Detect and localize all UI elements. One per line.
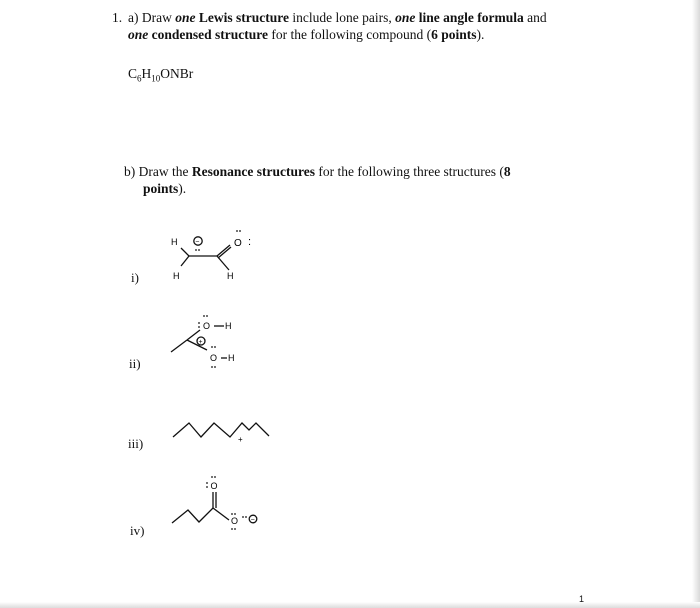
bond [217,256,229,270]
h-atom: H [171,237,178,247]
h-atom: H [173,271,180,281]
question-number: 1. [112,10,123,25]
bond [213,508,229,520]
structure-label-iii: iii) [128,436,144,451]
oxygen-atom: O [210,353,218,363]
structure-iii-drawing [170,412,280,452]
bond [181,256,189,266]
h-atom: H [227,271,234,281]
carbon-chain [173,423,269,437]
plus-sign: + [238,435,243,444]
oxygen-atom: O [203,321,211,331]
page-number: 1 [579,594,585,604]
minus-sign: − [195,239,200,246]
oxygen-atom: O [231,516,239,526]
bond [181,248,189,256]
lone-pair: : [248,236,252,248]
plus-sign: + [198,339,203,346]
oxygen-atom: O [234,238,242,249]
bond [218,247,231,258]
page-bottom-shadow [0,602,700,608]
question-1a-text: 1. a) Draw one Lewis structure include lone pairs, one line angle formula and one condensed structure for the following compound (6 points). [112,10,547,42]
question-1b-text: b) Draw the Resonance structures for the following three structures (8 points). [124,164,511,196]
minus-sign: − [250,517,255,524]
oxygen-atom: O [210,481,218,491]
structure-label-iv: iv) [130,523,145,538]
carbon-chain [172,508,213,523]
structure-label-i: i) [131,270,139,285]
bond [217,245,230,256]
page-edge-shadow [692,0,700,608]
structure-label-ii: ii) [129,356,141,371]
structure-iv-drawing [168,470,268,540]
structure-i-drawing [160,225,280,287]
bond [171,340,187,352]
molecular-formula: $C_6H_{10}ONBr$ [128,66,194,84]
h-atom: H [225,321,232,331]
structure-ii-drawing [165,305,255,370]
h-atom: H [228,353,235,363]
